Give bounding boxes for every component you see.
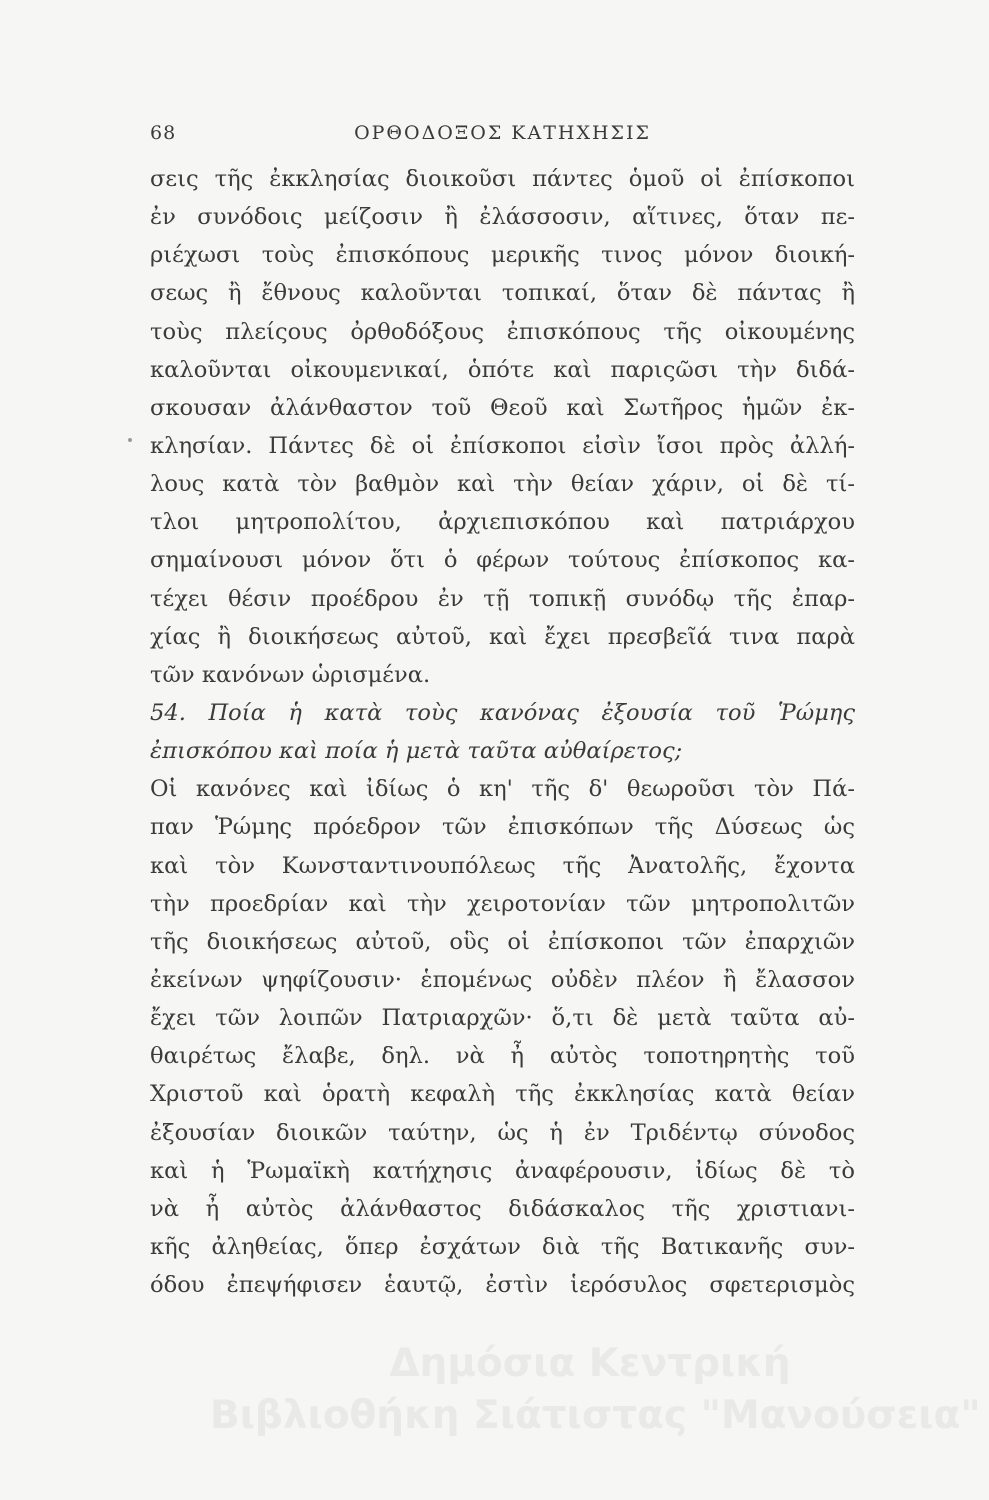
answer-line: ἔχει τῶν λοιπῶν Πατριαρχῶν· ὅ,τι δὲ μετὰ ταῦτα αὐ- [150,1005,855,1032]
running-title: ΟΡΘΟΔΟΞΟΣ ΚΑΤΗΧΗΣΙΣ [354,122,651,144]
question-line: 54. Ποία ἡ κατὰ τοὺς κανόνας ἐξουσία τοῦ Ῥώμης [150,699,855,726]
text-line: λους κατὰ τὸν βαθμὸν καὶ τὴν θείαν χάριν, οἱ δὲ τί- [150,471,855,498]
answer-line: καὶ ἡ Ῥωμαϊκὴ κατήχησις ἀναφέρουσιν, ἰδίως δὲ τὸ [150,1157,855,1184]
text-line: σημαίνουσι μόνον ὅτι ὁ φέρων τούτους ἐπίσκοπος κα- [150,547,855,574]
text-line: τέχει θέσιν προέδρου ἐν τῇ τοπικῇ συνόδῳ τῆς ἐπαρ- [150,585,855,612]
answer-line: θαιρέτως ἔλαβε, δηλ. νὰ ἦ αὐτὸς τοποτηρητὴς τοῦ [150,1043,855,1070]
print-speck [128,438,132,442]
answer-line: όδου ἐπεψήφισεν ἑαυτῷ, ἐστὶν ἱερόσυλος σφετερισμὸς [150,1272,855,1299]
answer-line: παν Ῥώμης πρόεδρον τῶν ἐπισκόπων τῆς Δύσεως ὡς [150,814,855,841]
text-line: ριέχωσι τοὺς ἐπισκόπους μερικῆς τινος μόνον διοική- [150,242,855,269]
answer-line: Οἱ κανόνες καὶ ἰδίως ὁ κη' τῆς δ' θεωροῦσι τὸν Πά- [150,776,855,803]
answer-line: ἐξουσίαν διοικῶν ταύτην, ὡς ἡ ἐν Τριδέντῳ σύνοδος [150,1119,855,1146]
answer-line: κῆς ἀληθείας, ὅπερ ἐσχάτων διὰ τῆς Βατικανῆς συν- [150,1233,855,1260]
text-line: κλησίαν. Πάντες δὲ οἱ ἐπίσκοποι εἰσὶν ἴσοι πρὸς ἀλλή- [150,432,855,459]
answer-line: ἐκείνων ψηφίζουσιν· ἑπομένως οὐδὲν πλέον ἢ ἔλασσον [150,966,855,993]
text-line: καλοῦνται οἰκουμενικαί, ὁπότε καὶ παριςῶσι τὴν διδά- [150,356,855,383]
question-line: ἐπισκόπου καὶ ποία ἡ μετὰ ταῦτα αὐθαίρετος; [150,738,683,765]
answer-line: καὶ τὸν Κωνσταντινουπόλεως τῆς Ἀνατολῆς, ἔχοντα [150,852,855,879]
text-line: ἐν συνόδοις μείζοσιν ἢ ἐλάσσοσιν, αἵτινες, ὅταν πε- [150,204,855,231]
body-text [150,160,855,1304]
answer-line: τὴν προεδρίαν καὶ τὴν χειροτονίαν τῶν μητροπολιτῶν [150,890,855,917]
page-number: 68 [150,122,177,144]
text-line: σκουσαν ἀλάνθαστον τοῦ Θεοῦ καὶ Σωτῆρος ἡμῶν ἐκ- [150,394,855,421]
text-line: χίας ἢ διοικήσεως αὐτοῦ, καὶ ἔχει πρεσβεῖά τινα παρὰ [150,623,855,650]
text-line: σεως ἢ ἔθνους καλοῦνται τοπικαί, ὅταν δὲ πάντας ἢ [150,280,855,307]
answer-line: νὰ ἦ αὐτὸς ἀλάνθαστος διδάσκαλος τῆς χριστιανι- [150,1195,855,1222]
answer-line: Χριστοῦ καὶ ὁρατὴ κεφαλὴ τῆς ἐκκλησίας κατὰ θείαν [150,1081,855,1108]
answer-line: τῆς διοικήσεως αὐτοῦ, οὓς οἱ ἐπίσκοποι τῶν ἐπαρχιῶν [150,928,855,955]
text-line: τῶν κανόνων ὡρισμένα. [150,661,431,688]
text-line: τλοι μητροπολίτου, ἀρχιεπισκόπου καὶ πατριάρχου [150,509,855,536]
text-line: τοὺς πλείςους ὀρθοδόξους ἐπισκόπους τῆς οἰκουμένης [150,318,855,345]
text-line: σεις τῆς ἐκκλησίας διοικοῦσι πάντες ὁμοῦ οἱ ἐπίσκοποι [150,166,855,192]
library-watermark [210,1338,981,1442]
page-header [150,122,855,156]
watermark-line: Δημόσια Κεντρική [389,1341,791,1386]
watermark-line: Βιβλιοθήκη Σιάτιστας "Μανούσεια" [210,1393,981,1438]
